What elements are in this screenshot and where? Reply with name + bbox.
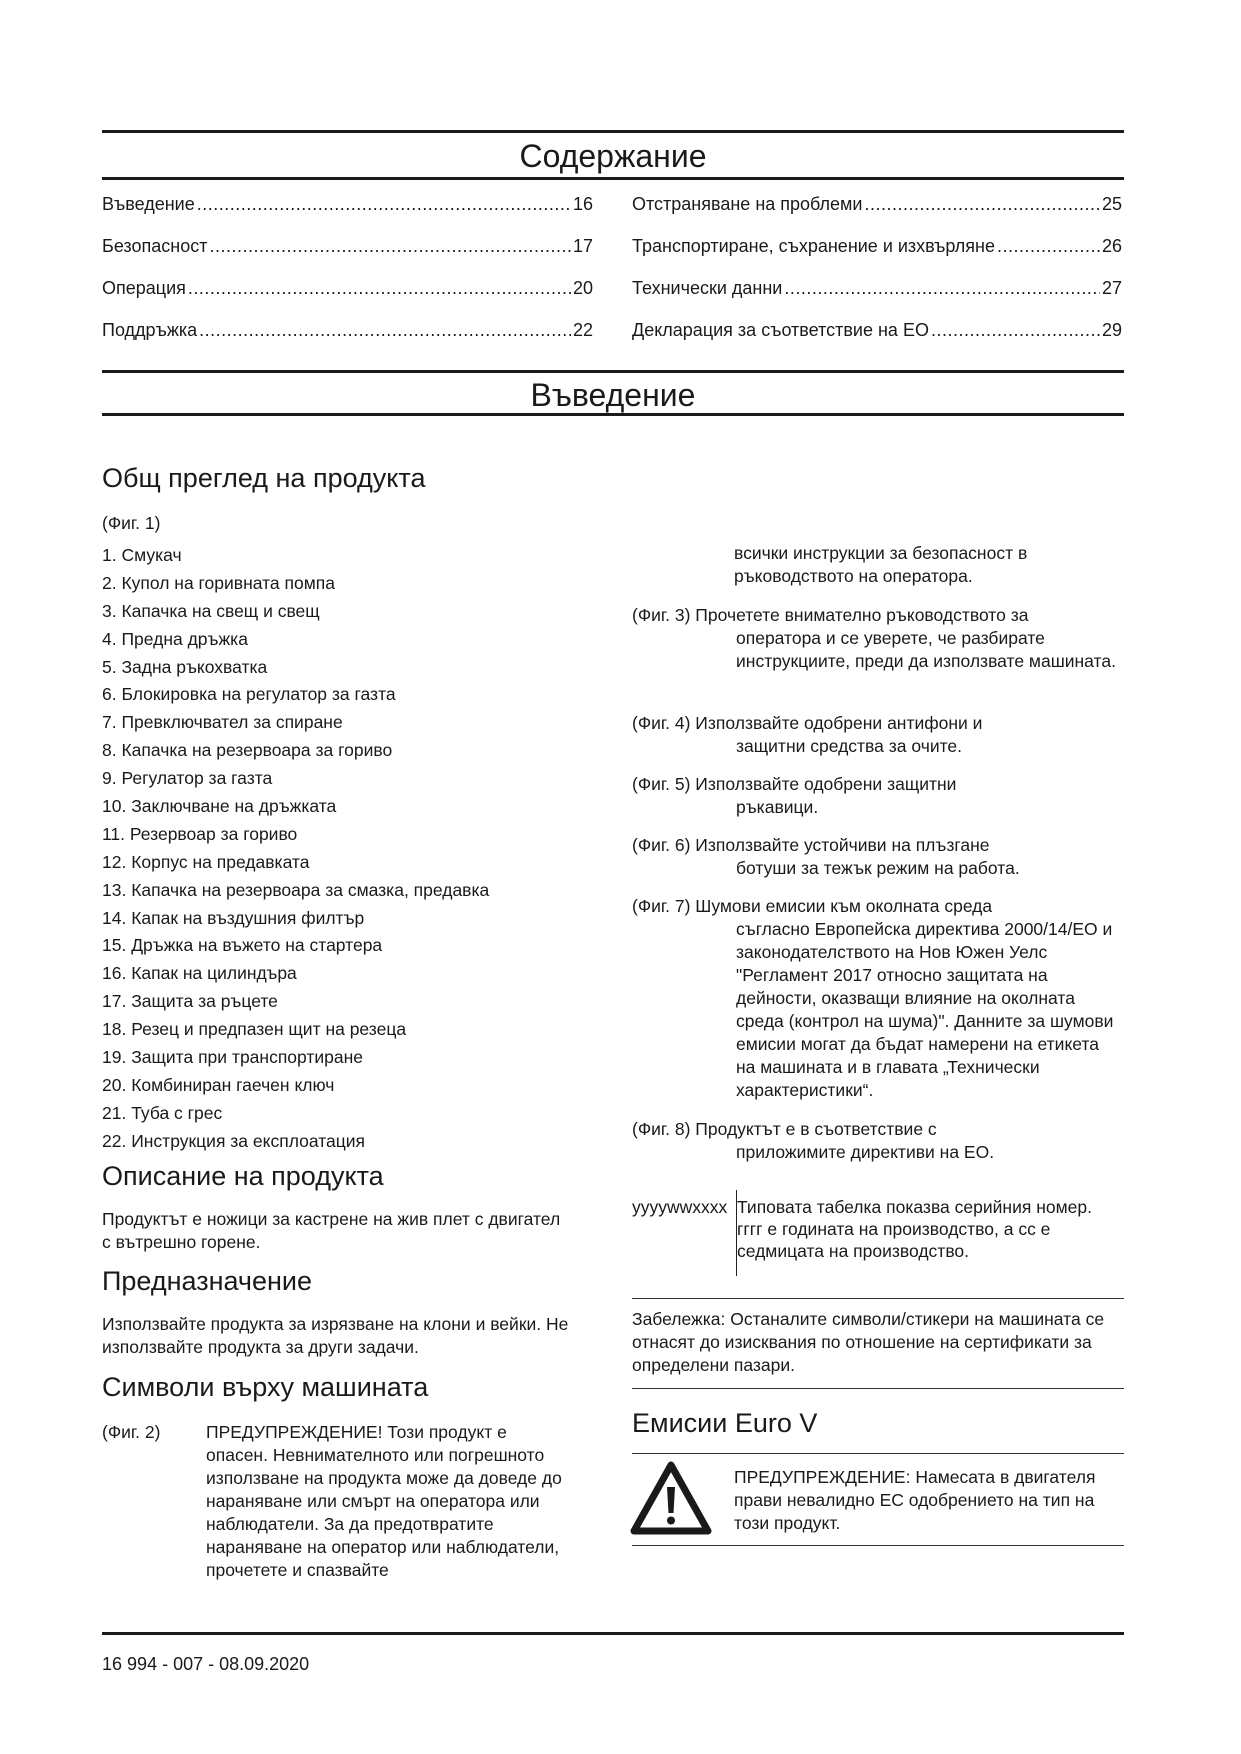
- toc-entry-transport[interactable]: Транспортиране, съхранение и изхвърляне ..... 26: [632, 236, 1122, 257]
- fig7-text: съгласно Европейска директива 2000/14/ЕО и законодателството на Нов Южен Уелс "Регламент 2017 относно защитата на дейности, оказващи влияние на околната среда (контрол на шума)". Данните за шумови емисии могат да бъдат намерени на етикета на машината и в главата „Технически характеристики“.: [736, 919, 1114, 1100]
- description-text: Продуктът е ножици за кастрене на жив плет с двигател с вътрешно горене.: [102, 1209, 561, 1252]
- warning-label: ПРЕДУПРЕЖДЕНИЕ:: [734, 1467, 911, 1487]
- toc-entry-technical-data[interactable]: Технически данни ..... 27: [632, 278, 1122, 299]
- toc-entry-maintenance[interactable]: Поддръжка ..... 22: [102, 320, 593, 341]
- list-item: 9. Регулатор за газта: [102, 768, 273, 789]
- list-item: 20. Комбиниран гаечен ключ: [102, 1074, 335, 1095]
- footer: [102, 1654, 309, 1675]
- fig6-text: ботуши за тежък режим на работа.: [736, 858, 1020, 878]
- list-item: 13. Капачка на резервоара за смазка, предавка: [102, 879, 490, 900]
- toc-entry-safety[interactable]: Безопасност ..... 17: [102, 236, 593, 257]
- purpose-heading: Предназначение: [102, 1266, 313, 1296]
- list-item: 2. Купол на горивната помпа: [102, 572, 335, 593]
- toc-title-rule: [102, 177, 1124, 180]
- list-item: 6. Блокировка на регулатор за газта: [102, 684, 396, 705]
- list-item: 21. Туба с грес: [102, 1102, 223, 1123]
- note-block: [632, 1308, 1122, 1377]
- footer-rule: [102, 1632, 1124, 1635]
- toc-entry-introduction[interactable]: Въведение ..... 16: [102, 194, 593, 215]
- intro-title: Въведение: [530, 377, 696, 413]
- warning-triangle-icon: [630, 1461, 712, 1535]
- fig4-text: защитни средства за очите.: [736, 736, 963, 756]
- list-item: 18. Резец и предпазен щит на резеца: [102, 1019, 407, 1040]
- toc-top-rule: [102, 130, 1124, 133]
- product-parts-list: [102, 542, 489, 1156]
- intro-top-rule: [102, 370, 1124, 373]
- list-item: 14. Капак на въздушния филтър: [102, 907, 365, 928]
- fig8-text: приложимите директиви на ЕО.: [736, 1142, 995, 1162]
- note-label: Забележка:: [632, 1309, 726, 1329]
- overview-fig-ref: (Фиг. 1): [102, 513, 161, 533]
- list-item: 1. Смукач: [102, 545, 182, 565]
- purpose-text: Използвайте продукта за изрязване на клони и вейки. Не използвайте продукта за други задачи.: [102, 1314, 569, 1357]
- list-item: 22. Инструкция за експлоатация: [102, 1130, 366, 1151]
- fig7-first-line: (Фиг. 7) Шумови емисии към околната среда: [632, 896, 993, 916]
- fig5-text: ръкавици.: [736, 797, 819, 817]
- note-bottom-rule: [632, 1388, 1124, 1389]
- list-item: 5. Задна ръкохватка: [102, 656, 268, 677]
- toc-entry-declaration[interactable]: Декларация за съответствие на ЕО ..... 29: [632, 320, 1122, 341]
- symbol-fig2: [102, 1421, 592, 1591]
- symbols-heading: Символи върху машината: [102, 1372, 429, 1402]
- warning-bottom-rule: [632, 1545, 1124, 1546]
- symbol-fig3: [632, 604, 1122, 700]
- list-item: 11. Резервоар за гориво: [102, 823, 298, 844]
- fig2-continuation: всички инструкции за безопасност в ръководството на оператора.: [734, 543, 1028, 586]
- toc-entry-troubleshooting[interactable]: Отстраняване на проблеми ..... 25: [632, 194, 1122, 215]
- symbol-fig4: [632, 712, 1122, 762]
- list-item: 12. Корпус на предавката: [102, 851, 310, 872]
- fig2-text: опасен. Невнимателното или погрешното използване на продукта може да доведе до нараняване или смърт на оператора или наблюдатели. За да предотвратите нараняване на оператор или наблюдатели, прочетете и спазвайте: [206, 1445, 562, 1580]
- list-item: 7. Превключвател за спиране: [102, 712, 343, 733]
- page-number: 16: [102, 1654, 123, 1674]
- symbol-fig7: [632, 895, 1122, 1105]
- fig5-first-line: (Фиг. 5) Използвайте одобрени защитни: [632, 774, 957, 794]
- list-item: 19. Защита при транспортиране: [102, 1047, 364, 1068]
- fig2-first-line: ПРЕДУПРЕЖДЕНИЕ! Този продукт е: [206, 1422, 507, 1442]
- note-text: Останалите символи/стикери на машината се отнасят до изисквания по отношение на сертификати за определени пазари.: [632, 1309, 1105, 1375]
- list-item: 8. Капачка на резервоара за гориво: [102, 740, 393, 761]
- list-item: 17. Защита за ръцете: [102, 991, 278, 1012]
- serial-code: yyyywwxxxx: [632, 1197, 728, 1217]
- fig3-text: оператора и се уверете, че разбирате инструкциите, преди да използвате машината.: [736, 628, 1116, 671]
- serial-text: Типовата табелка показва серийния номер. гггг е годината на производство, а сс е седмицата на производство.: [737, 1197, 1092, 1261]
- overview-heading: Общ преглед на продукта: [102, 463, 426, 493]
- toc-entry-operation[interactable]: Операция ..... 20: [102, 278, 593, 299]
- list-item: 10. Заключване на дръжката: [102, 796, 337, 817]
- fig4-first-line: (Фиг. 4) Използвайте одобрени антифони и: [632, 713, 983, 733]
- description-heading: Описание на продукта: [102, 1161, 384, 1191]
- emissions-heading: Емисии Euro V: [632, 1408, 818, 1438]
- fig8-first-line: (Фиг. 8) Продуктът е в съответствие с: [632, 1119, 937, 1139]
- fig3-first-line: (Фиг. 3) Прочетете внимателно ръководството за: [632, 605, 1029, 625]
- warning-top-rule: [632, 1453, 1124, 1454]
- symbol-fig5: [632, 773, 1122, 823]
- doc-code: 994 - 007 - 08.09.2020: [127, 1654, 310, 1674]
- intro-title-rule: [102, 413, 1124, 416]
- list-item: 3. Капачка на свещ и свещ: [102, 600, 320, 621]
- list-item: 4. Предна дръжка: [102, 628, 248, 649]
- toc-title: Содержание: [519, 138, 707, 174]
- note-top-rule: [632, 1298, 1124, 1299]
- fig6-first-line: (Фиг. 6) Използвайте устойчиви на плъзгане: [632, 835, 990, 855]
- list-item: 15. Дръжка на въжето на стартера: [102, 935, 383, 956]
- warning-block: [734, 1466, 1114, 1535]
- symbol-fig6: [632, 834, 1122, 884]
- fig2-ref: (Фиг. 2): [102, 1422, 161, 1442]
- symbol-fig8: [632, 1118, 1122, 1168]
- warning-text: Намесата в двигателя прави невалидно ЕС одобрението на тип на този продукт.: [734, 1467, 1096, 1533]
- list-item: 16. Капак на цилиндъра: [102, 963, 297, 984]
